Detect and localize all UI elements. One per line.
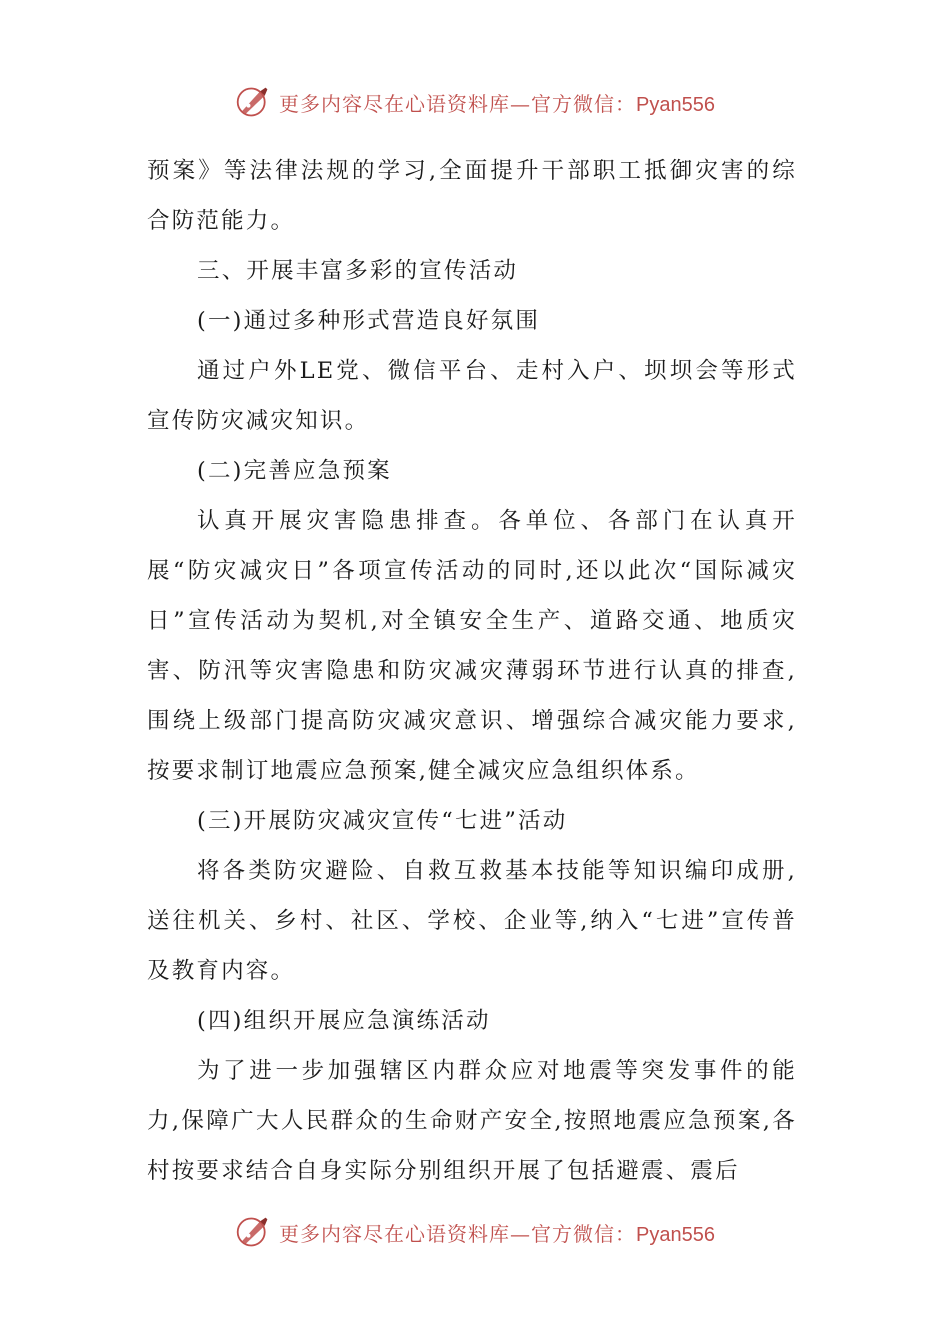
subsection-heading: (二)完善应急预案 xyxy=(197,458,392,484)
pen-nib-logo-icon xyxy=(235,84,271,120)
section-heading: 三、开展丰富多彩的宣传活动 xyxy=(197,258,519,284)
paragraph: 预案》等法律法规的学习,全面提升干部职工抵御灾害的综合防范能力。 xyxy=(147,158,797,234)
paragraph: 认真开展灾害隐患排查。各单位、各部门在认真开展“防灾减灾日”各项宣传活动的同时,还以此次“国际减灾日”宣传活动为契机,对全镇安全生产、道路交通、地质灾害、防汛等灾害隐患和防灾减灾薄弱环节进行认真的排查,围绕上级部门提高防灾减灾意识、增强综合减灾能力要求,按要求制订地震应急预案,健全减灾应急组织体系。 xyxy=(147,508,797,784)
paragraph: 为了进一步加强辖区内群众应对地震等突发事件的能力,保障广大人民群众的生命财产安全,按照地震应急预案,各村按要求结合自身实际分别组织开展了包括避震、震后 xyxy=(147,1058,797,1184)
header-banner xyxy=(0,80,950,124)
footer-banner xyxy=(0,1210,950,1254)
paragraph: 通过户外LE党、微信平台、走村入户、坝坝会等形式宣传防灾减灾知识。 xyxy=(147,358,797,434)
subsection-heading: (三)开展防灾减灾宣传“七进”活动 xyxy=(197,808,568,834)
header-banner-text: 更多内容尽在心语资料库—官方微信：Pyan556 xyxy=(279,91,715,116)
subsection-heading: (一)通过多种形式营造良好氛围 xyxy=(197,308,541,334)
paragraph: 将各类防灾避险、自救互救基本技能等知识编印成册,送往机关、乡村、社区、学校、企业等,纳入“七进”宣传普及教育内容。 xyxy=(147,858,797,984)
document-body xyxy=(147,146,797,1196)
pen-nib-logo-icon xyxy=(235,1214,271,1250)
subsection-heading: (四)组织开展应急演练活动 xyxy=(197,1008,491,1034)
footer-banner-text: 更多内容尽在心语资料库—官方微信：Pyan556 xyxy=(279,1221,715,1246)
